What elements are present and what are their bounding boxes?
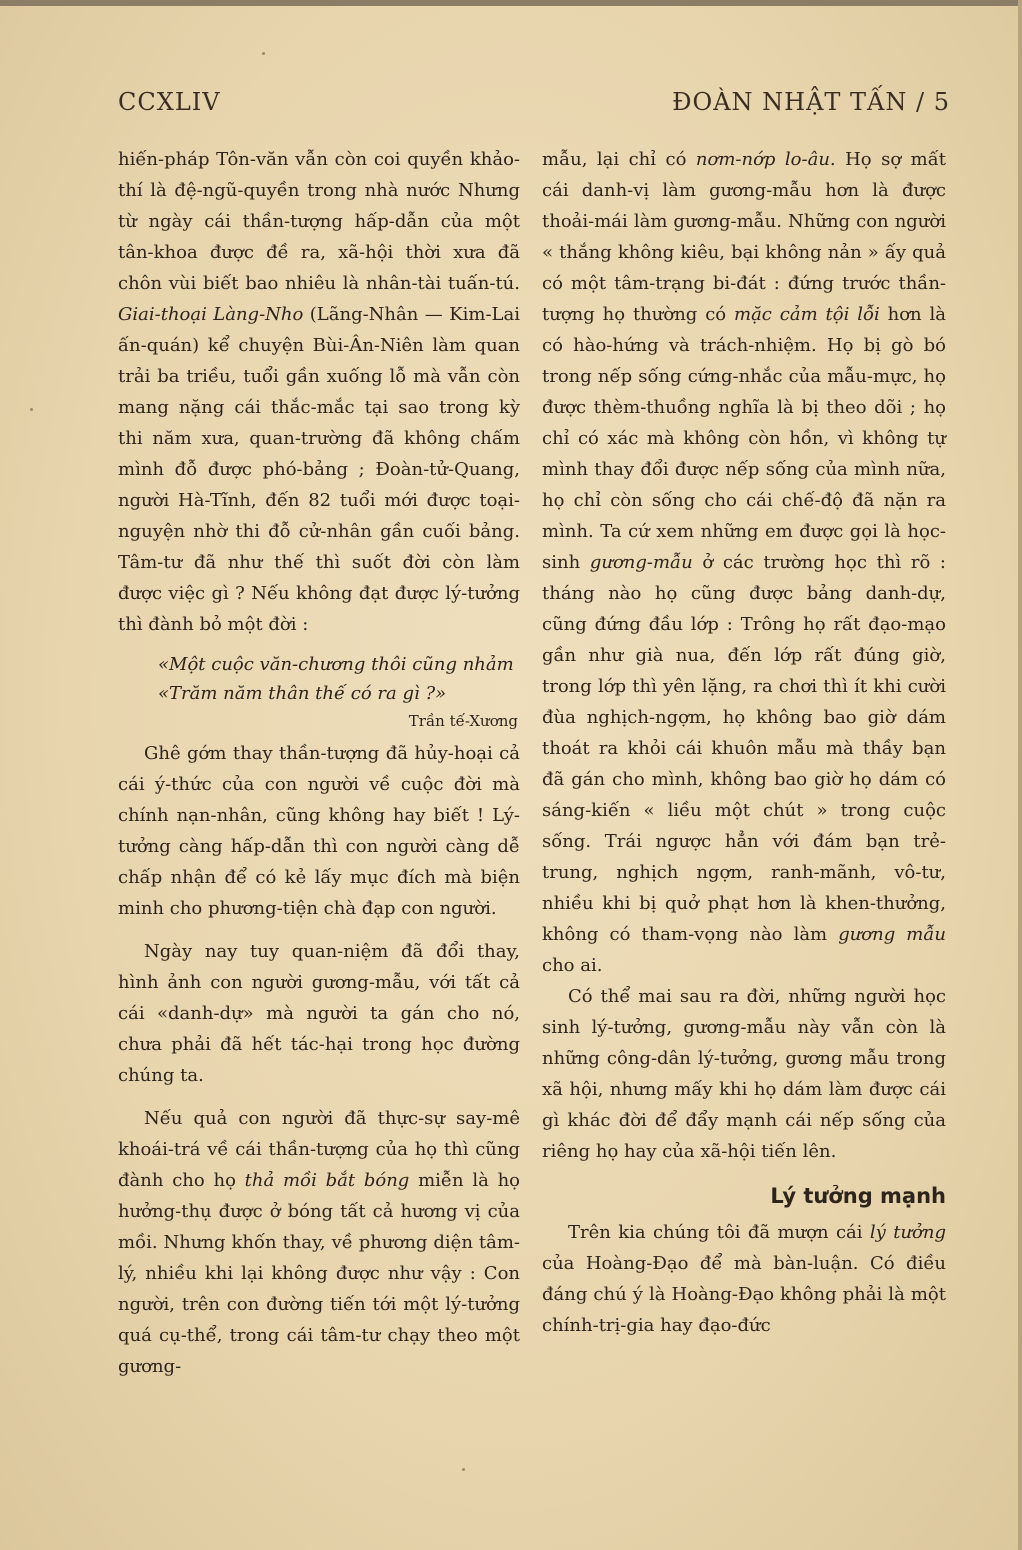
running-header: [118, 88, 950, 118]
text-run: của Hoàng-Đạo để mà bàn-luận. Có điều đáng chú ý là Hoàng-Đạo không phải là một chính-trị-gia hay đạo-đức: [542, 1253, 946, 1336]
emphasis: mặc cảm tội lỗi: [734, 304, 880, 325]
text-run: Nếu quả con người đã thực-sự say-mê khoái-trá về cái thần-tượng của họ thì cũng đành cho họ: [118, 1108, 520, 1191]
page-top-edge: [0, 0, 1022, 6]
left-column: [118, 144, 520, 1382]
text-run: (Lãng-Nhân — Kim-Lai ấn-quán) kể chuyện Bùi-Ân-Niên làm quan trải ba triều, tuổi gần xuống lỗ mà vẫn còn mang nặng cái thắc-mắc tại sao trong kỳ thi năm xưa, quan-trường đã không chấm mình đỗ được phó-bảng ; Đoàn-tử-Quang, người Hà-Tĩnh, đến 82 tuổi mới được toại-nguyện nhờ thi đỗ cử-nhân gần cuối bảng. Tâm-tư đã như thế thì suốt đời còn làm được việc gì ? Nếu không đạt được lý-tưởng thì đành bỏ một đời :: [118, 304, 520, 635]
page-right-edge: [1018, 0, 1022, 1550]
verse-line: «Trăm năm thân thế có ra gì ?»: [158, 683, 447, 704]
emphasis: nơm-nớp lo-âu.: [695, 149, 836, 170]
paper-speck: [262, 52, 265, 55]
right-column: [542, 144, 946, 1341]
text-run: Trên kia chúng tôi đã mượn cái: [568, 1222, 870, 1243]
verse-attribution: Trần tế-Xương: [408, 712, 518, 730]
book-title: Giai-thoại Làng-Nho: [118, 304, 304, 325]
verse-line: «Một cuộc văn-chương thôi cũng nhảm: [158, 654, 514, 675]
paragraph: [118, 1103, 520, 1382]
paragraph: [542, 1217, 946, 1341]
paragraph: Có thể mai sau ra đời, những người học sinh lý-tưởng, gương-mẫu này vẫn còn là những công-dân lý-tưởng, gương mẫu trong xã hội, nhưng mấy khi họ dám làm được cái gì khác đời để đẩy mạnh cái nếp sống của riêng họ hay của xã-hội tiến lên.: [542, 986, 946, 1162]
paper-speck: [30, 408, 33, 411]
emphasis: lý tưởng: [869, 1222, 946, 1243]
section-heading: Lý tưởng mạnh: [770, 1184, 946, 1208]
verse-quote: [158, 650, 520, 708]
text-run: mẫu, lại chỉ có: [542, 149, 696, 170]
paragraph: [542, 144, 946, 981]
paragraph: Ghê gớm thay thần-tượng đã hủy-hoại cả cái ý-thức của con người về cuộc đời mà chính nạn-nhân, cũng không hay biết ! Lý-tưởng càng hấp-dẫn thì con người càng dễ chấp nhận để có kẻ lấy mục đích mà biện minh cho phương-tiện chà đạp con người.: [118, 743, 520, 919]
text-run: ở các trường học thì rõ : tháng nào họ cũng được bảng danh-dự, cũng đứng đầu lớp : Trông họ rất đạo-mạo gần như già nua, đến lớp rất đúng giờ, trong lớp thì yên lặng, ra chơi thì ít khi cười đùa nghịch-ngợm, họ không bao giờ dám thoát ra khỏi cái khuôn mẫu mà thầy bạn đã gán cho mình, không bao giờ họ dám có sáng-kiến « liều một chút » trong cuộc sống. Trái ngược hẳn với đám bạn trẻ-trung, nghịch ngợm, ranh-mãnh, vô-tư, nhiều khi bị quở phạt hơn là khen-thưởng, không có tham-vọng nào làm: [542, 552, 947, 945]
text-run: miễn là họ hưởng-thụ được ở bóng tất cả hương vị của mồi. Nhưng khốn thay, về phương diện tâm-lý, nhiều khi lại không được như vậy : Con người, trên con đường tiến tới một lý-tưởng quá cụ-thể, trong cái tâm-tư chạy theo một gương-: [118, 1170, 521, 1377]
text-run: cho ai.: [542, 955, 603, 976]
text-run: hơn là có hào-hứng và trách-nhiệm. Họ bị gò bó trong nếp sống cứng-nhắc của mẫu-mực, họ được thèm-thuồng nghĩa là bị theo dõi ; họ chỉ có xác mà không còn hồn, vì không tự mình thay đổi được nếp sống của mình nữa, họ chỉ còn sống cho cái chế-độ đã nặn ra mình. Ta cứ xem những em được gọi là học-sinh: [542, 304, 946, 573]
emphasis: gương mẫu: [838, 924, 946, 945]
text-run: Họ sợ mất cái danh-vị làm gương-mẫu hơn là được thoải-mái làm gương-mẫu. Những con người « thắng không kiêu, bại không nản » ấy quả có một tâm-trạng bi-đát : đứng trước thần-tượng họ thường có: [542, 149, 946, 325]
text-run: hiến-pháp Tôn-văn vẫn còn coi quyền khảo-thí là đệ-ngũ-quyền trong nhà nước Nhưng từ ngày cái thần-tượng hấp-dẫn của một tân-khoa được đề ra, xã-hội thời xưa đã chôn vùi biết bao nhiêu là nhân-tài tuấn-tú.: [118, 149, 520, 294]
paper-speck: [462, 1468, 465, 1471]
paragraph: [118, 144, 520, 640]
author-page-number: ĐOÀN NHẬT TẤN / 5: [672, 88, 950, 116]
page-number-roman: CCXLIV: [118, 88, 221, 116]
paragraph: Ngày nay tuy quan-niệm đã đổi thay, hình ảnh con người gương-mẫu, với tất cả cái «danh-dự» mà người ta gán cho nó, chưa phải đã hết tác-hại trong học đường chúng ta.: [118, 941, 520, 1086]
emphasis: gương-mẫu: [589, 552, 693, 573]
emphasis: thả mồi bắt bóng: [244, 1170, 410, 1191]
